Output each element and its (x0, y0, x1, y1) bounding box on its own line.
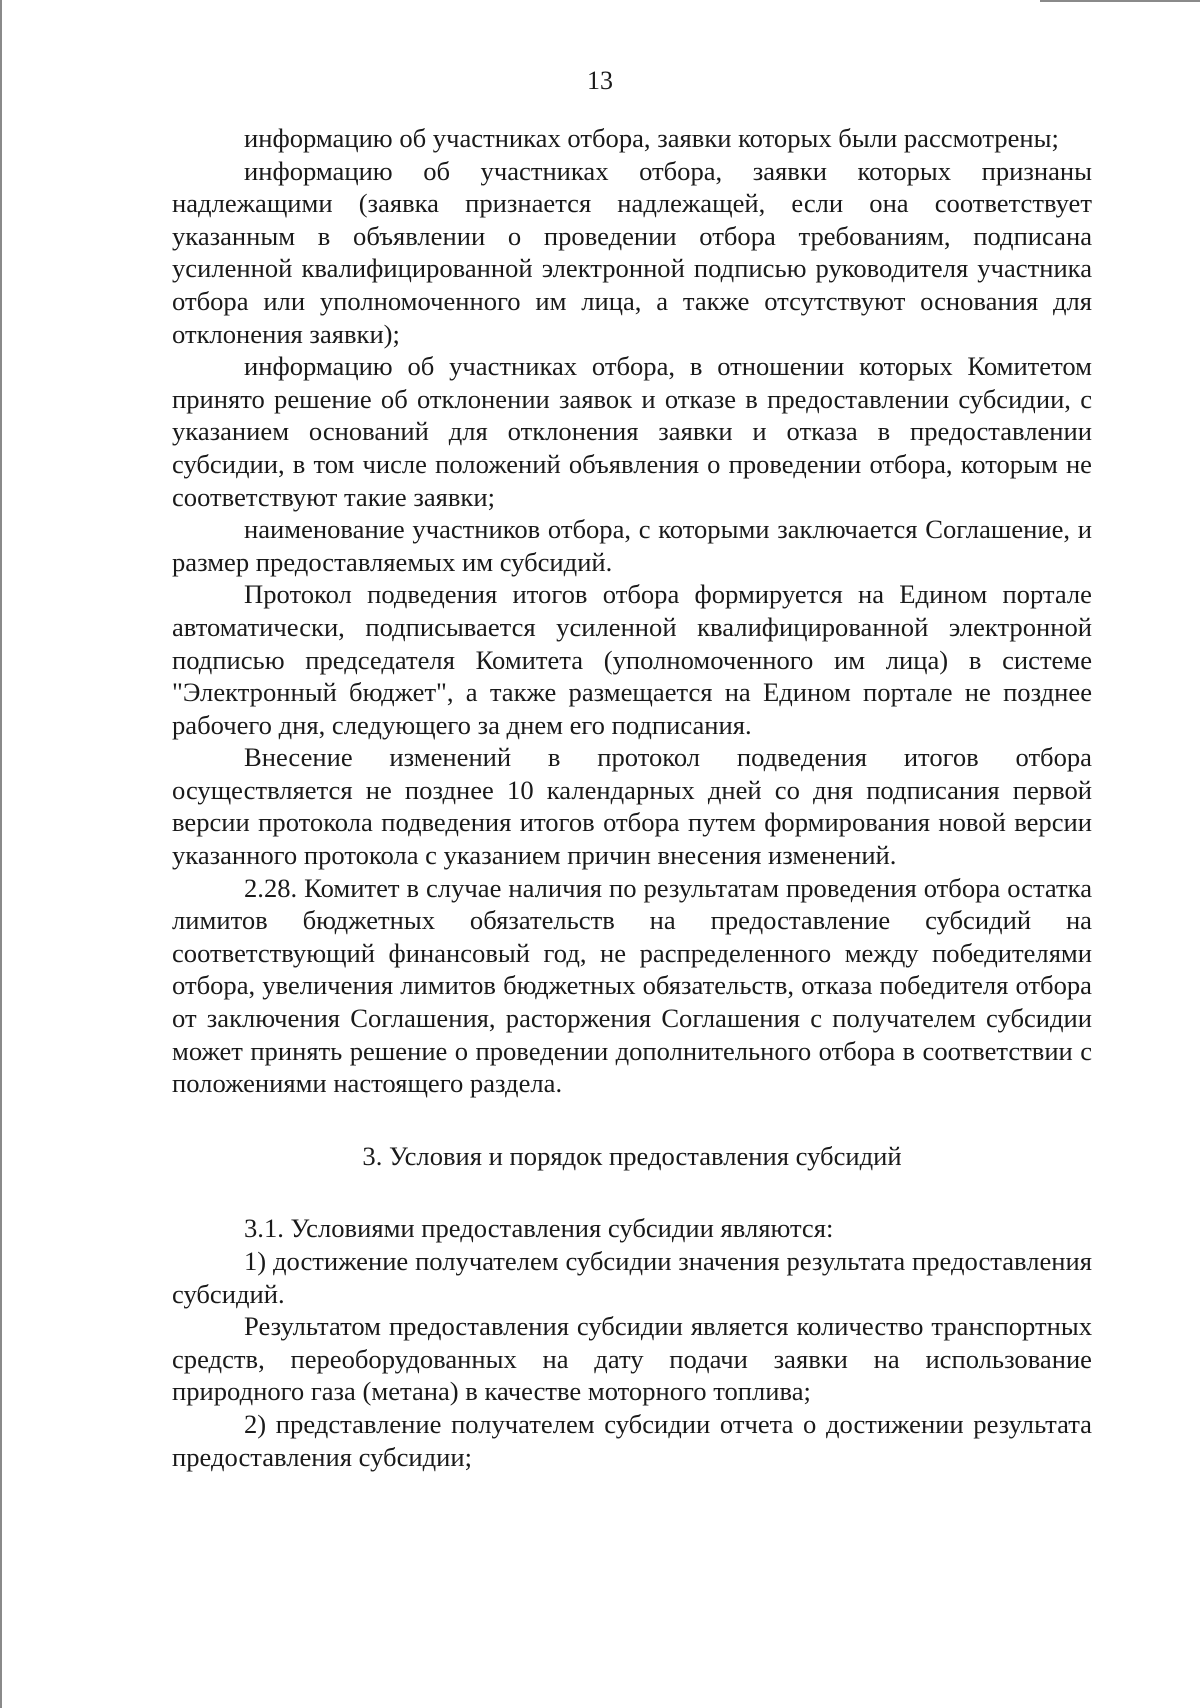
scan-border-left (0, 0, 2, 1708)
paragraph-participants-rejected: информацию об участниках отбора, в отношении которых Комитетом принято решение об отклонении заявок и отказе в предоставлении субсидии, с указанием оснований для отклонения заявки и отказа в предоставлении субсидии, в том числе положений объявления о проведении отбора, которым не соответствуют такие заявки; (172, 351, 1092, 512)
paragraph-participants-reviewed: информацию об участниках отбора, заявки которых были рассмотрены; (244, 123, 1059, 153)
section-heading: 3. Условия и порядок предоставления субсидий (362, 1140, 902, 1171)
paragraph-condition-2: 2) представление получателем субсидии отчета о достижении результата предоставления субсидии; (172, 1408, 1092, 1472)
paragraph-result-definition: Результатом предоставления субсидии является количество транспортных средств, переоборудованных на дату подачи заявки на использование природного газа (метана) в качестве моторного топлива; (172, 1311, 1092, 1407)
document-body (172, 122, 1092, 1473)
page-number: 13 (587, 66, 613, 95)
paragraph-clause-2-28: 2.28. Комитет в случае наличия по результатам проведения отбора остатка лимитов бюджетных обязательств на предоставление субсидий на соответствующий финансовый год, не распределенного между победителями отбора, увеличения лимитов бюджетных обязательств, отказа победителя отбора от заключения Соглашения, расторжения Соглашения с получателем субсидии может принять решение о проведении дополнительного отбора в соответствии с положениями настоящего раздела. (172, 872, 1092, 1099)
paragraph-condition-1: 1) достижение получателем субсидии значения результата предоставления субсидий. (172, 1246, 1092, 1309)
scan-border-top (1040, 0, 1200, 2)
paragraph-clause-3-1: 3.1. Условиями предоставления субсидии являются: (244, 1213, 834, 1244)
paragraph-participants-proper: информацию об участниках отбора, заявки которых признаны надлежащими (заявка признается надлежащей, если она соответствует указанным в объявлении о проведении отбора требованиям, подписана усиленной квалифицированной электронной подписью руководителя участника отбора или уполномоченного им лица, а также отсутствуют основания для отклонения заявки); (172, 155, 1092, 349)
paragraph-protocol-formation: Протокол подведения итогов отбора формируется на Едином портале автоматически, подписывается усиленной квалифицированной электронной подписью председателя Комитета (уполномоченного им лица) в системе "Электронный бюджет", а также размещается на Едином портале не позднее рабочего дня, следующего за днем его подписания. (172, 579, 1092, 740)
paragraph-agreement-names: наименование участников отбора, с которыми заключается Соглашение, и размер предоставляемых им субсидий. (172, 514, 1092, 577)
paragraph-protocol-changes: Внесение изменений в протокол подведения итогов отбора осуществляется не позднее 10 календарных дней со дня подписания первой версии протокола подведения итогов отбора путем формирования новой версии указанного протокола с указанием причин внесения изменений. (172, 742, 1092, 871)
